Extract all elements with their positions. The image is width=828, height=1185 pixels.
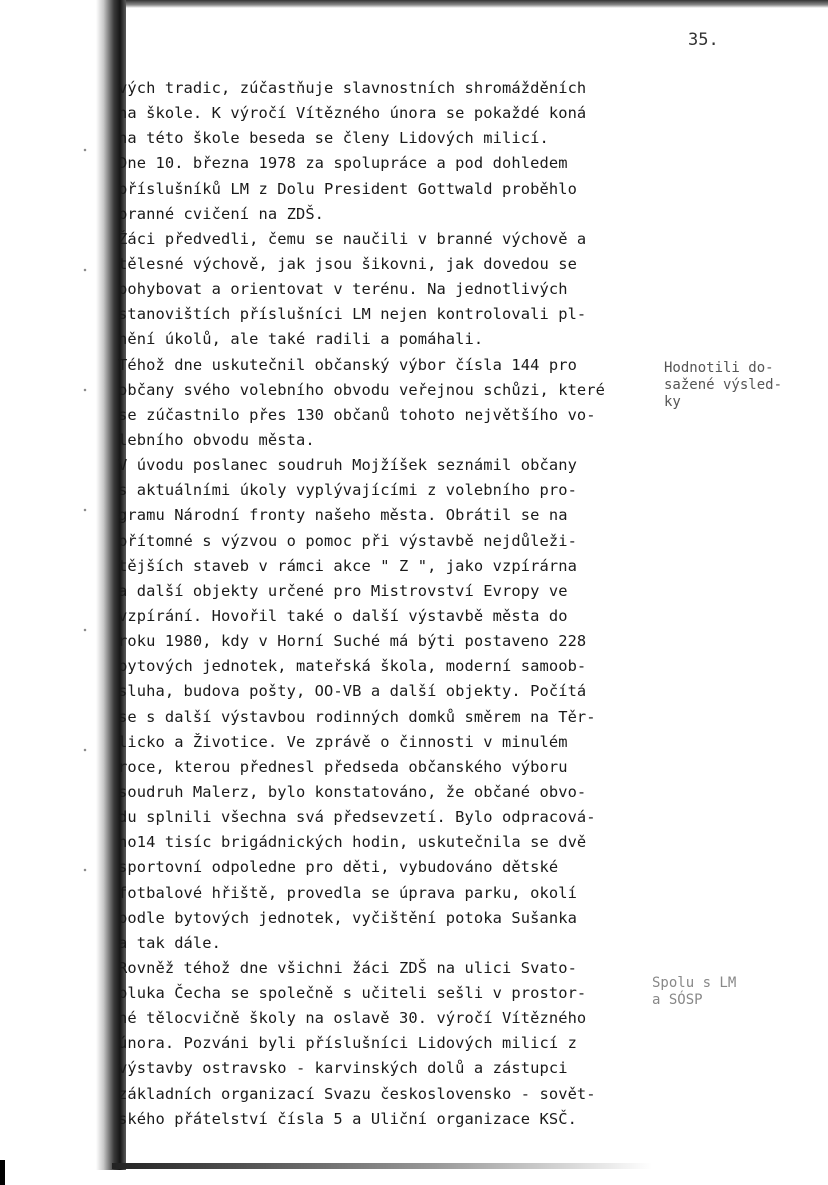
text-line: soudruh Malerz, bylo konstatováno, že občané obvo- bbox=[118, 782, 587, 801]
page-number: 35. bbox=[688, 30, 719, 50]
text-line: vých tradic, zúčastňuje slavnostních shromážděních bbox=[118, 79, 587, 97]
text-line: podle bytových jednotek, vyčištění potoka Sušanka bbox=[118, 908, 577, 927]
text-line: a tak dále. bbox=[118, 933, 222, 952]
text-line: du splnili všechna svá předsevzetí. Bylo odpracová- bbox=[118, 808, 596, 827]
text-line: nění úkolů, ale také radili a pomáhali. bbox=[118, 330, 484, 349]
text-line: no14 tisíc brigádnických hodin, uskutečnila se dvě bbox=[118, 833, 587, 852]
text-line: se zúčastnilo přes 130 občanů tohoto největšího vo- bbox=[118, 405, 596, 424]
text-line: sluha, budova pošty, OO-VB a další objekty. Počítá bbox=[118, 682, 587, 701]
text-line: sportovní odpoledne pro děti, vybudováno dětské bbox=[118, 858, 559, 877]
text-line: Žáci předvedli, čemu se naučili v branné výchově a bbox=[118, 229, 587, 248]
text-line: občany svého volebního obvodu veřejnou schůzi, které bbox=[118, 380, 606, 399]
text-line: bytových jednotek, mateřská škola, moderní samoob- bbox=[118, 657, 587, 676]
text-line: a další objekty určené pro Mistrovství Evropy ve bbox=[118, 581, 568, 600]
text-line: V úvodu poslanec soudruh Mojžíšek seznámil občany bbox=[118, 456, 577, 475]
text-line: Téhož dne uskutečnil občanský výbor čísla 144 pro bbox=[118, 355, 577, 374]
scan-edge-mark bbox=[0, 1160, 5, 1185]
text-line: příslušníků LM z Dolu President Gottwald proběhlo bbox=[118, 179, 577, 198]
page-bottom-shadow bbox=[112, 1163, 652, 1169]
text-line: gramu Národní fronty našeho města. Obrátil se na bbox=[118, 506, 568, 525]
text-line: roku 1980, kdy v Horní Suché má býti postaveno 228 bbox=[118, 632, 587, 651]
text-line: lebního obvodu města. bbox=[118, 430, 315, 449]
text-line: licko a Životice. Ve zprávě o činnosti v minulém bbox=[118, 732, 568, 751]
text-line: na škole. K výročí Vítězného února se pokaždé koná bbox=[118, 104, 587, 123]
text-line: Dne 10. března 1978 za spolupráce a pod dohledem bbox=[118, 154, 568, 173]
text-line: roce, kterou přednesl předseda občanského výboru bbox=[118, 757, 568, 776]
page-top-shadow bbox=[120, 0, 828, 8]
text-line: února. Pozváni byli příslušníci Lidových milicí z bbox=[118, 1034, 577, 1053]
chronicle-text-body bbox=[118, 76, 648, 1132]
text-line: tělesné výchově, jak jsou šikovni, jak dovedou se bbox=[118, 254, 577, 273]
text-line: pluka Čecha se společně s učiteli sešli v prostor- bbox=[118, 984, 587, 1003]
text-line: na této škole beseda se členy Lidových milicí. bbox=[118, 129, 549, 148]
text-line: tějších staveb v rámci akce " Z ", jako vzpírárna bbox=[118, 556, 577, 575]
text-line: branné cvičení na ZDŠ. bbox=[118, 204, 325, 223]
text-line: vzpírání. Hovořil také o další výstavbě města do bbox=[118, 606, 568, 625]
text-line: přítomné s výzvou o pomoc při výstavbě nejdůleži- bbox=[118, 531, 577, 550]
text-line: stanovištích příslušníci LM nejen kontrolovali pl- bbox=[118, 305, 587, 324]
margin-note: Hodnotili do- sažené výsled- ky bbox=[664, 360, 783, 410]
text-line: pohybovat a orientovat v terénu. Na jednotlivých bbox=[118, 280, 568, 299]
binding-holes bbox=[80, 90, 90, 890]
margin-note: Spolu s LM a SÓSP bbox=[652, 975, 737, 1008]
text-line: ského přátelství čísla 5 a Uliční organizace KSČ. bbox=[118, 1109, 577, 1128]
text-line: základních organizací Svazu československo - sovět- bbox=[118, 1084, 596, 1103]
text-line: né tělocvičně školy na oslavě 30. výročí Vítězného bbox=[118, 1009, 587, 1028]
text-line: se s další výstavbou rodinných domků směrem na Těr- bbox=[118, 707, 596, 726]
text-line: Rovněž téhož dne všichni žáci ZDŠ na ulici Svato- bbox=[118, 958, 577, 977]
text-line: fotbalové hřiště, provedla se úprava parku, okolí bbox=[118, 883, 577, 902]
text-line: s aktuálními úkoly vyplývajícími z volebního pro- bbox=[118, 481, 577, 500]
text-line: výstavby ostravsko - karvinských dolů a zástupci bbox=[118, 1059, 568, 1078]
